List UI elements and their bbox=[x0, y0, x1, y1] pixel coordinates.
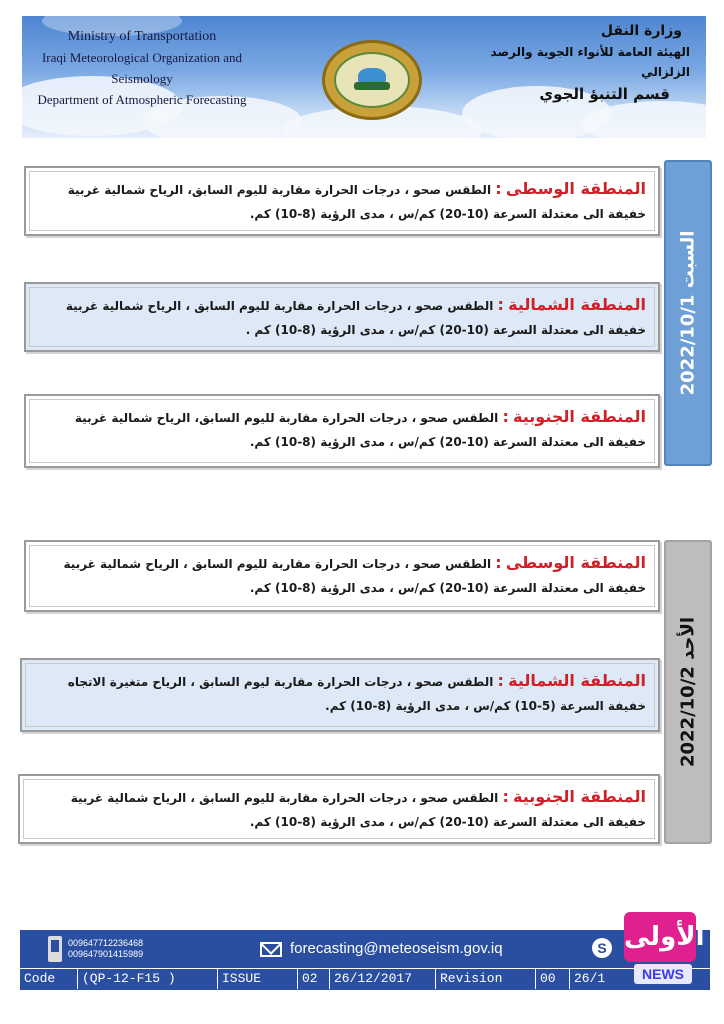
region-name: المنطقة الشمالية bbox=[508, 295, 646, 314]
region-name: المنطقة الجنوبية bbox=[513, 407, 646, 426]
page-header bbox=[22, 16, 706, 138]
forecast-card: المنطقة الجنوبية : الطقس صحو ، درجات الحرارة مقاربة لليوم السابق، الرياح شمالية غربية خفيفة الى معتدلة السرعة (10-20) كم/س ، مدى الرؤية (8-10) كم. bbox=[24, 394, 660, 468]
issue-date: 26/12/2017 bbox=[330, 969, 436, 989]
forecast-text: الطقس صحو ، درجات الحرارة مقاربة لليوم السابق ، الرياح شمالية غربية خفيفة الى معتدلة السرعة (10-20) كم/س ، مدى الرؤية (8-10) كم. bbox=[63, 557, 646, 595]
ministry-name-en: Ministry of Transportation bbox=[67, 29, 217, 44]
organization-name-ar: الهيئة العامة للأنواء الجوية والرصد الزلزالي bbox=[490, 45, 690, 79]
department-name-ar: قسم التنبؤ الجوي bbox=[539, 85, 670, 103]
forecast-card: المنطقة الوسطى : الطقس صحو ، درجات الحرارة مقاربة لليوم السابق ، الرياح شمالية غربية خفيفة الى معتدلة السرعة (10-20) كم/س ، مدى الرؤية (8-10) كم. bbox=[24, 540, 660, 612]
page-footer bbox=[20, 930, 710, 990]
region-name: المنطقة الوسطى bbox=[505, 553, 646, 572]
phone-number: 009647901415989 bbox=[68, 949, 144, 959]
ministry-name-ar: وزارة النقل bbox=[600, 23, 682, 39]
revision-value: 00 bbox=[536, 969, 570, 989]
forecast-card: المنطقة الجنوبية : الطقس صحو ، درجات الحرارة مقاربة لليوم السابق ، الرياح شمالية غربية خفيفة الى معتدلة السرعة (10-20) كم/س ، مدى الرؤية (8-10) كم. bbox=[18, 774, 660, 844]
forecast-card: المنطقة الوسطى : الطقس صحو ، درجات الحرارة مقاربة لليوم السابق، الرياح شمالية غربية خفيفة الى معتدلة السرعة (10-20) كم/س ، مدى الرؤية (8-10) كم. bbox=[24, 166, 660, 236]
organization-name-en: Iraqi Meteorological Organization and Seismology bbox=[41, 50, 243, 86]
forecast-text: الطقس صحو ، درجات الحرارة مقاربة لليوم السابق، الرياح شمالية غربية خفيفة الى معتدلة السرعة (10-20) كم/س ، مدى الرؤية (8-10) كم. bbox=[67, 183, 646, 221]
department-name-en: Department of Atmospheric Forecasting bbox=[37, 92, 247, 107]
skype-icon[interactable]: S bbox=[592, 938, 612, 958]
news-badge-subtitle: NEWS bbox=[634, 964, 692, 984]
forecast-text: الطقس صحو ، درجات الحرارة مقاربة لليوم السابق ، الرياح شمالية غربية خفيفة الى معتدلة السرعة (10-20) كم/س ، مدى الرؤية (8-10) كم. bbox=[70, 791, 646, 829]
region-name: المنطقة الجنوبية bbox=[513, 787, 646, 806]
day-label-sidebar bbox=[664, 160, 712, 466]
header-arabic bbox=[450, 20, 690, 106]
news-badge bbox=[624, 912, 705, 986]
organization-logo bbox=[322, 40, 422, 120]
phone-icon bbox=[48, 936, 62, 962]
region-name: المنطقة الشمالية bbox=[508, 671, 646, 690]
forecast-card: المنطقة الشمالية : الطقس صحو ، درجات الحرارة مقاربة لليوم السابق ، الرياح شمالية غربية خفيفة الى معتدلة السرعة (10-20) كم/س ، مدى الرؤية (8-10) كم . bbox=[24, 282, 660, 352]
forecast-card: المنطقة الشمالية : الطقس صحو ، درجات الحرارة مقاربة ليوم السابق ، الرياح متغيرة الاتجاه خفيفة السرعة (5-10) كم/س ، مدى الرؤية (8-10) كم. bbox=[20, 658, 660, 732]
revision-label: Revision bbox=[436, 969, 536, 989]
forecast-text: الطقس صحو ، درجات الحرارة مقاربة ليوم السابق ، الرياح متغيرة الاتجاه خفيفة السرعة (5-10) كم/س ، مدى الرؤية (8-10) كم. bbox=[67, 675, 646, 713]
news-badge-title: الأولى bbox=[624, 912, 696, 962]
day-label-sidebar bbox=[664, 540, 712, 844]
phone-number: 009647712236468 bbox=[68, 938, 144, 948]
forecast-text: الطقس صحو ، درجات الحرارة مقاربة لليوم السابق ، الرياح شمالية غربية خفيفة الى معتدلة السرعة (10-20) كم/س ، مدى الرؤية (8-10) كم . bbox=[65, 299, 646, 337]
region-name: المنطقة الوسطى bbox=[505, 179, 646, 198]
revision-date: 26/1 bbox=[574, 971, 606, 986]
code-value: (QP-12-F15 ) bbox=[78, 969, 218, 989]
phone-numbers bbox=[68, 938, 143, 960]
issue-value: 02 bbox=[298, 969, 330, 989]
mail-icon bbox=[260, 942, 282, 957]
day-label: الأحد 2022/10/2 bbox=[677, 616, 699, 768]
code-label: Code bbox=[20, 969, 78, 989]
document-control-row bbox=[20, 968, 710, 989]
email-address[interactable]: forecasting@meteoseism.gov.iq bbox=[290, 940, 503, 957]
header-english bbox=[22, 26, 262, 110]
forecast-text: الطقس صحو ، درجات الحرارة مقاربة لليوم السابق، الرياح شمالية غربية خفيفة الى معتدلة السرعة (10-20) كم/س ، مدى الرؤية (8-10) كم. bbox=[74, 411, 646, 449]
issue-label: ISSUE bbox=[218, 969, 298, 989]
day-label: السبت 2022/10/1 bbox=[677, 230, 699, 396]
